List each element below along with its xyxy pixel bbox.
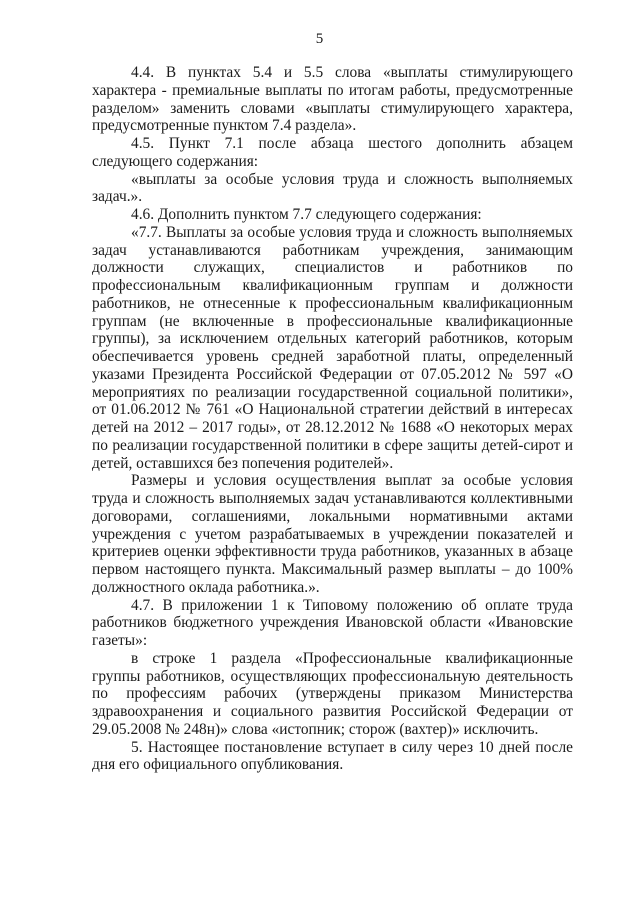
paragraph-7-7: «7.7. Выплаты за особые условия труда и сложность выполняемых задач устанавливаются работникам учреждения, занимающим должности служащих, специалистов и работников по профессиональным квалификационным группам и должности работников, не отнесенные к профессиональным квалификационным группам (не включенные в профессиональные квалификационные группы), за исключением отдельных категорий работников, которым обеспечивается уровень средней заработной платы, определенный указами Президента Российской Федерации от 07.05.2012 № 597 «О мероприятиях по реализации государственной социальной политики», от 01.06.2012 № 761 «О Национальной стратегии действий в интересах детей на 2012 – 2017 годы», от 28.12.2012 № 1688 «О некоторых мерах по реализации государственной политики в сфере защиты детей-сирот и детей, оставшихся без попечения родителей». (92, 223, 573, 472)
page-number: 5 (315, 31, 324, 47)
paragraph-4-7: 4.7. В приложении 1 к Типовому положению об оплате труда работников бюджетного учреждения Ивановской области «Ивановские газеты»: (92, 596, 573, 649)
paragraph-4-4: 4.4. В пунктах 5.4 и 5.5 слова «выплаты стимулирующего характера - премиальные выплаты по итогам работы, предусмотренные разделом» заменить словами «выплаты стимулирующего характера, предусмотренные пунктом 7.4 раздела». (92, 64, 573, 135)
paragraph-4-7-row-1: в строке 1 раздела «Профессиональные квалификационные группы работников, осуществляющих профессиональную деятельность по профессиям рабочих (утверждены приказом Министерства здравоохранения и социального развития Российской Федерации от 29.05.2008 № 248н)» слова «истопник; сторож (вахтер)» исключить. (92, 649, 573, 738)
paragraph-5-effective-date: 5. Настоящее постановление вступает в силу через 10 дней после дня его официального опубликования. (92, 738, 573, 774)
paragraph-7-7-continued: Размеры и условия осуществления выплат за особые условия труда и сложность выполняемых задач устанавливаются коллективными договорами, соглашениями, локальными нормативными актами учреждения с учетом разрабатываемых в учреждении показателей и критериев оценки эффективности труда работников, указанных в абзаце первом настоящего пункта. Максимальный размер выплаты – до 100% должностного оклада работника.». (92, 472, 573, 596)
document-body (92, 64, 573, 774)
paragraph-4-6: 4.6. Дополнить пунктом 7.7 следующего содержания: (131, 206, 482, 223)
paragraph-4-5-quote: «выплаты за особые условия труда и сложность выполняемых задач.». (92, 170, 573, 206)
paragraph-4-5: 4.5. Пункт 7.1 после абзаца шестого дополнить абзацем следующего содержания: (92, 135, 573, 170)
